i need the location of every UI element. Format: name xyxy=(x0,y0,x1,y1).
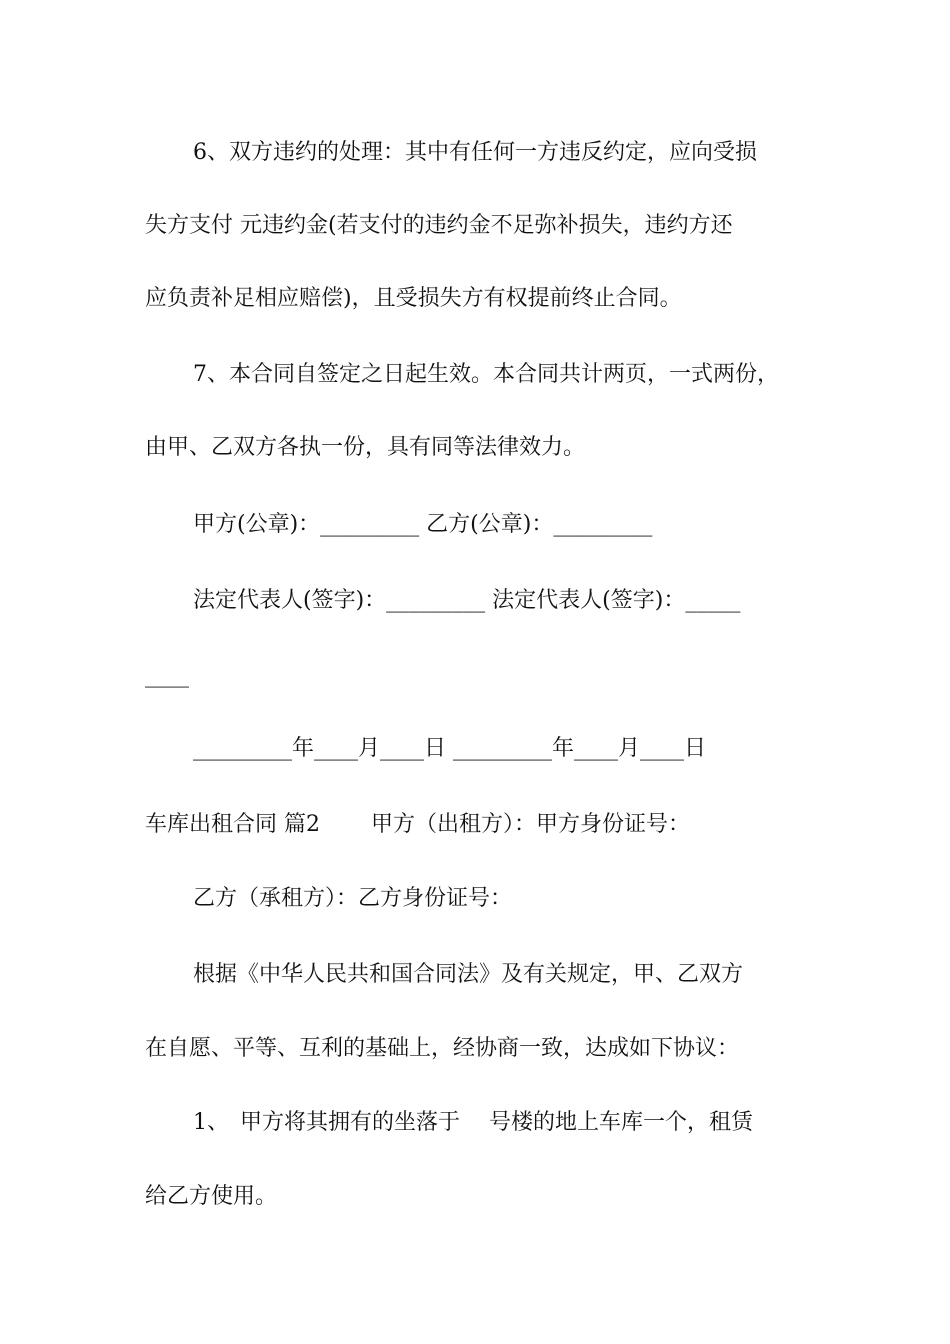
preamble-line-1: 根据《中华人民共和国合同法》及有关规定，甲、乙双方 xyxy=(193,962,744,987)
section-heading: 车库出租合同 篇2 甲方（出租方）：甲方身份证号： xyxy=(145,812,690,837)
party-b-line: 乙方（承租方）：乙方身份证号： xyxy=(193,886,513,911)
seal-line: 甲方(公章)：_________ 乙方(公章)：_________ xyxy=(193,512,653,537)
clause-6-line-2: 失方支付 元违约金(若支付的违约金不足弥补损失，违约方还 xyxy=(145,213,733,238)
clause-7-line-2: 由甲、乙双方各执一份，具有同等法律效力。 xyxy=(145,435,586,460)
signature-line-continued: ____ xyxy=(145,663,189,688)
signature-line: 法定代表人(签字)：_________ 法定代表人(签字)：_____ xyxy=(193,588,741,613)
clause-6-line-3: 应负责补足相应赔偿)，且受损失方有权提前终止合同。 xyxy=(145,286,682,311)
clause-1-line-1: 1、 甲方将其拥有的坐落于 号楼的地上车库一个，租赁 xyxy=(193,1110,753,1135)
clause-6-line-1: 6、双方违约的处理：其中有任何一方违反约定，应向受损 xyxy=(193,140,757,165)
preamble-line-2: 在自愿、平等、互利的基础上，经协商一致，达成如下协议： xyxy=(145,1036,740,1061)
date-line: _________年____月____日 _________年____月____日 xyxy=(193,736,706,761)
clause-1-line-2: 给乙方使用。 xyxy=(145,1184,278,1209)
clause-7-line-1: 7、本合同自签定之日起生效。本合同共计两页，一式两份， xyxy=(193,362,779,387)
